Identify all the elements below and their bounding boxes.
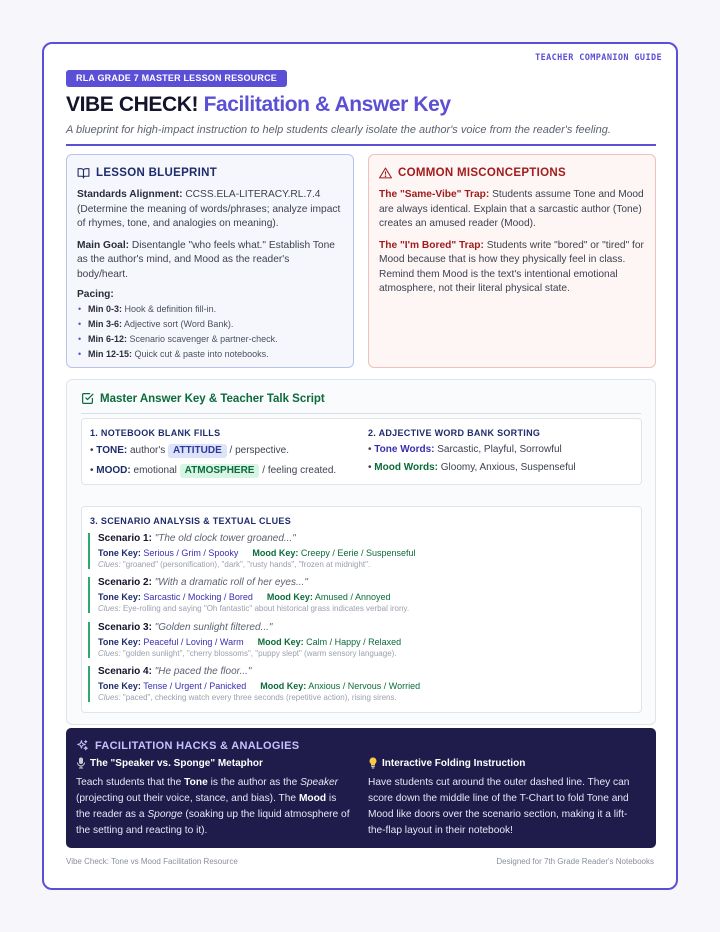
- scenario-clues: Clues: "groaned" (personification), "dark", "rusty hands", "frozen at midnight".: [98, 560, 371, 569]
- book-open-icon: [77, 167, 90, 179]
- grade-badge: RLA GRADE 7 MASTER LESSON RESOURCE: [66, 70, 287, 87]
- hacks-heading: FACILITATION HACKS & ANALOGIES: [76, 739, 299, 752]
- mood-fill-line: • MOOD: emotional ATMOSPHERE / feeling created.: [90, 465, 337, 476]
- scenario-heading: 3. SCENARIO ANALYSIS & TEXTUAL CLUES: [90, 516, 291, 526]
- folding-text: Have students cut around the outer dashed line. They can score down the middle line of the T-Chart to fold Tone and Mood like doors over the scenario section, making it a lift-the-flap layout in their notebook!: [368, 777, 630, 836]
- alert-triangle-icon: [379, 167, 392, 179]
- metaphor-column: [76, 757, 351, 839]
- scenario-title: Scenario 3: "Golden sunlight filtered...": [98, 622, 273, 633]
- guide-page: [42, 42, 678, 890]
- lesson-blueprint-card: [66, 154, 354, 368]
- scenario-title: Scenario 2: "With a dramatic roll of her eyes...": [98, 577, 308, 588]
- tone-fill-line: • TONE: author's ATTITUDE / perspective.: [90, 445, 290, 456]
- scenario-clues: Clues: "paced", checking watch every three seconds (repetitive action), rising sirens.: [98, 693, 397, 702]
- footer-right: Designed for 7th Grade Reader's Notebooks: [496, 857, 654, 866]
- notebook-blank-fills: [90, 428, 336, 478]
- misconception-item: The "Same-Vibe" Trap: Students assume Tone and Mood are always identical. Explain that a sarcastic author (Tone) creates an amused reader (Mood).: [379, 189, 644, 229]
- scenario-item: [88, 533, 633, 569]
- footer-left: Vibe Check: Tone vs Mood Facilitation Resource: [66, 857, 238, 866]
- facilitation-hacks-panel: [66, 728, 656, 848]
- folding-column: [368, 757, 643, 839]
- page-title: [66, 93, 451, 117]
- answer-key-heading: Master Answer Key & Teacher Talk Script: [81, 392, 325, 405]
- misconceptions-card: [368, 154, 656, 368]
- list-item: • Min 6-12: Scenario scavenger & partner-check.: [77, 332, 343, 347]
- answer-key-card: [66, 379, 656, 725]
- title-divider: [66, 144, 656, 146]
- scenario-item: [88, 622, 633, 658]
- folding-title: Interactive Folding Instruction: [368, 757, 643, 769]
- scenario-item: [88, 666, 633, 702]
- main-goal: Main Goal: Disentangle "who feels what." Establish Tone as the author's mind, and Mood as the reader's body/heart.: [77, 239, 335, 280]
- word-bank-heading: 2. ADJECTIVE WORD BANK SORTING: [368, 428, 541, 438]
- metaphor-text: Teach students that the Tone is the author as the Speaker (projecting out their voice, stance, and bias). The Mood is the reader as a Sponge (soaking up the liquid atmosphere of the setting and reacting to it).: [76, 777, 350, 836]
- scenario-item: [88, 577, 633, 613]
- word-bank-sorting: [368, 428, 576, 474]
- list-item: • Min 12-15: Quick cut & paste into notebooks.: [77, 347, 343, 362]
- metaphor-title: The "Speaker vs. Sponge" Metaphor: [76, 757, 351, 769]
- notebook-heading: 1. NOTEBOOK BLANK FILLS: [90, 428, 221, 438]
- list-item: • Min 0-3: Hook & definition fill-in.: [77, 302, 343, 317]
- scenario-clues: Clues: "golden sunlight", "cherry blossoms", "puppy slept" (warm sensory language).: [98, 649, 397, 658]
- page-subtitle: A blueprint for high-impact instruction to help students clearly isolate the author's voice from the reader's feeling.: [66, 124, 611, 136]
- tone-answer-pill: ATTITUDE: [168, 444, 227, 458]
- scenario-keys: Tone Key: Serious / Grim / Spooky Mood Key: Creepy / Eerie / Suspenseful: [98, 548, 416, 558]
- scenario-analysis-panel: [81, 506, 642, 713]
- scenario-title: Scenario 1: "The old clock tower groaned...": [98, 533, 296, 544]
- notebook-and-wordbank-panel: [81, 418, 642, 485]
- misconception-item: The "I'm Bored" Trap: Students write "bored" or "tired" for Mood because that is how they physically feel in class. Remind them Mood is the text's intentional emotional atmosphere, not their literal physical state.: [379, 239, 644, 294]
- companion-label: TEACHER COMPANION GUIDE: [535, 53, 662, 63]
- list-item: • Min 3-6: Adjective sort (Word Bank).: [77, 317, 343, 332]
- scenario-keys: Tone Key: Peaceful / Loving / Warm Mood Key: Calm / Happy / Relaxed: [98, 637, 402, 647]
- title-main: VIBE CHECK!: [66, 93, 199, 116]
- scenario-keys: Tone Key: Sarcastic / Mocking / Bored Mood Key: Amused / Annoyed: [98, 592, 391, 602]
- microphone-icon: [76, 757, 86, 769]
- mood-answer-pill: ATMOSPHERE: [180, 464, 260, 478]
- misconceptions-heading: COMMON MISCONCEPTIONS: [379, 167, 645, 179]
- scenario-title: Scenario 4: "He paced the floor...": [98, 666, 252, 677]
- scenario-clues: Clues: Eye-rolling and saying "Oh fantastic" about historical grass indicates verbal irony.: [98, 604, 410, 613]
- answer-key-divider: [81, 413, 641, 414]
- scenario-keys: Tone Key: Tense / Urgent / Panicked Mood Key: Anxious / Nervous / Worried: [98, 681, 421, 691]
- title-accent: Facilitation & Answer Key: [203, 93, 451, 116]
- blueprint-heading: LESSON BLUEPRINT: [77, 167, 343, 179]
- tone-words-line: • Tone Words: Sarcastic, Playful, Sorrowful: [368, 444, 562, 455]
- mood-words-line: • Mood Words: Gloomy, Anxious, Suspenseful: [368, 462, 576, 473]
- pacing-list: [77, 302, 343, 362]
- check-square-icon: [81, 392, 94, 405]
- pacing-label: Pacing:: [77, 289, 114, 300]
- sparkles-icon: [76, 739, 89, 752]
- lightbulb-icon: [368, 757, 378, 769]
- standards-alignment: Standards Alignment: CCSS.ELA-LITERACY.RL.7.4 (Determine the meaning of words/phrases; analyze impact of rhymes, tone, and analogies on meaning).: [77, 189, 341, 229]
